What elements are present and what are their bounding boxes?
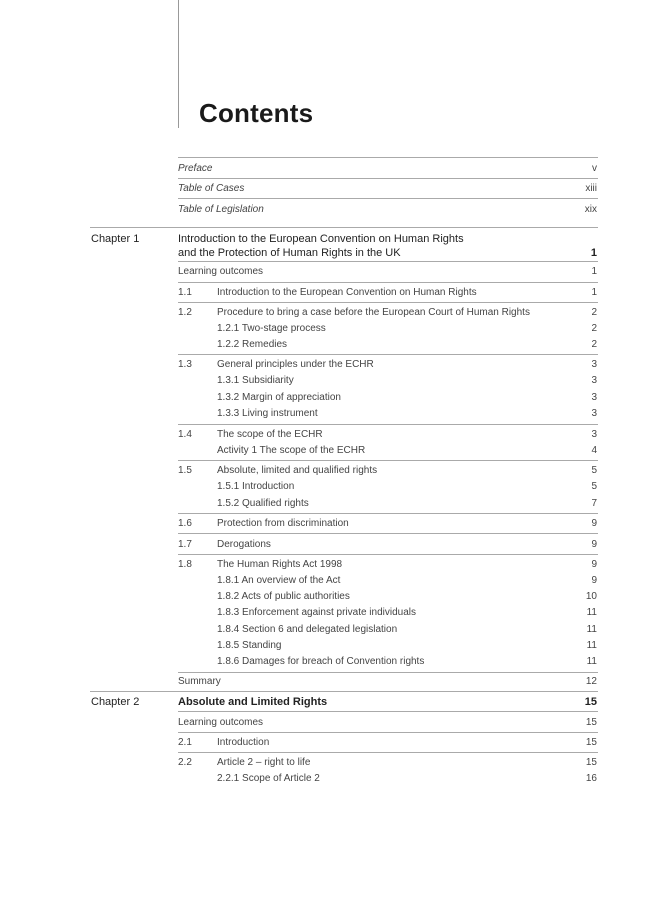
toc-entry-table-of-legislation[interactable] — [0, 202, 660, 218]
toc-entry-2-2[interactable] — [0, 755, 660, 771]
section-title: General principles under the ECHR — [217, 359, 374, 370]
entry-page: 12 — [585, 676, 597, 687]
section-number: 1.6 — [178, 518, 192, 529]
subsection-title: 1.5.1 Introduction — [217, 481, 295, 492]
chapter-1-page: 1 — [590, 247, 597, 259]
toc-entry-1-4-activity[interactable] — [0, 443, 660, 459]
divider — [178, 157, 598, 158]
toc-entry-1-1[interactable] — [0, 285, 660, 301]
toc-entry-1-5-1[interactable] — [0, 479, 660, 495]
entry-page: 9 — [591, 575, 597, 586]
entry-page: 5 — [591, 465, 597, 476]
subsection-title: 1.8.3 Enforcement against private individuals — [217, 607, 417, 618]
subsection-title: 1.2.2 Remedies — [217, 339, 288, 350]
toc-entry-2-2-1[interactable] — [0, 771, 660, 787]
entry-page: 15 — [585, 737, 597, 748]
divider — [178, 732, 598, 733]
subsection-title: 1.3.2 Margin of appreciation — [217, 392, 341, 403]
entry-page: 10 — [585, 591, 597, 602]
entry-page: 5 — [591, 481, 597, 492]
toc-entry-1-2-1[interactable] — [0, 321, 660, 337]
section-title: Protection from discrimination — [217, 518, 349, 529]
toc-entry-1-2[interactable] — [0, 305, 660, 321]
chapter-1-title-line2[interactable]: and the Protection of Human Rights in the UK — [178, 247, 401, 259]
entry-page: 9 — [591, 539, 597, 550]
subsection-title: 1.3.3 Living instrument — [217, 408, 318, 419]
toc-entry-summary[interactable] — [0, 674, 660, 690]
toc-entry-1-8-1[interactable] — [0, 573, 660, 589]
page-title: Contents — [199, 98, 314, 128]
toc-entry-1-3-1[interactable] — [0, 373, 660, 389]
toc-entry-1-8-2[interactable] — [0, 589, 660, 605]
section-title: Absolute, limited and qualified rights — [217, 465, 378, 476]
subsection-title: 1.8.6 Damages for breach of Convention rights — [217, 656, 425, 667]
divider — [178, 554, 598, 555]
entry-page: 16 — [585, 773, 597, 784]
entry-label: Summary — [178, 676, 221, 687]
entry-page: 3 — [591, 392, 597, 403]
section-number: 1.3 — [178, 359, 192, 370]
entry-label: Table of Legislation — [178, 204, 264, 215]
section-number: 1.5 — [178, 465, 192, 476]
toc-entry-learning-outcomes[interactable] — [0, 264, 660, 280]
chapter-2-page: 15 — [584, 696, 597, 708]
entry-page: 3 — [591, 429, 597, 440]
divider — [178, 672, 598, 673]
entry-label: Preface — [178, 163, 213, 174]
section-title: Article 2 – right to life — [217, 757, 311, 768]
entry-page: 2 — [591, 339, 597, 350]
toc-entry-1-6[interactable] — [0, 516, 660, 532]
toc-entry-preface[interactable] — [0, 161, 660, 177]
chapter-2-label: Chapter 2 — [91, 696, 140, 708]
section-title: Introduction to the European Convention on Human Rights — [217, 287, 477, 298]
entry-page: 15 — [585, 757, 597, 768]
section-number: 2.1 — [178, 737, 192, 748]
toc-entry-1-3[interactable] — [0, 357, 660, 373]
toc-entry-1-8-5[interactable] — [0, 638, 660, 654]
divider — [178, 302, 598, 303]
section-number: 1.1 — [178, 287, 192, 298]
entry-page: v — [592, 163, 597, 174]
chapter-2-title[interactable]: Absolute and Limited Rights — [178, 696, 328, 708]
section-number: 2.2 — [178, 757, 192, 768]
subsection-title: 1.5.2 Qualified rights — [217, 498, 309, 509]
section-title: The Human Rights Act 1998 — [217, 559, 343, 570]
subsection-title: 1.3.1 Subsidiarity — [217, 375, 294, 386]
toc-entry-1-8-3[interactable] — [0, 605, 660, 621]
entry-page: 11 — [586, 607, 597, 618]
divider — [178, 178, 598, 179]
section-title: The scope of the ECHR — [217, 429, 323, 440]
divider — [178, 424, 598, 425]
toc-entry-1-5[interactable] — [0, 463, 660, 479]
section-number: 1.2 — [178, 307, 192, 318]
entry-page: 9 — [591, 518, 597, 529]
divider — [178, 354, 598, 355]
section-number: 1.8 — [178, 559, 192, 570]
toc-entry-1-4[interactable] — [0, 427, 660, 443]
entry-page: 1 — [591, 287, 597, 298]
divider — [178, 752, 598, 753]
chapter-1-label: Chapter 1 — [91, 233, 140, 245]
entry-page: 2 — [591, 307, 597, 318]
divider — [178, 460, 598, 461]
entry-page: 4 — [591, 445, 597, 456]
chapter-divider — [90, 691, 598, 692]
entry-page: 11 — [586, 640, 597, 651]
vertical-rule — [178, 0, 179, 128]
divider — [178, 533, 598, 534]
toc-entry-1-5-2[interactable] — [0, 496, 660, 512]
toc-entry-1-8-4[interactable] — [0, 622, 660, 638]
subsection-title: 1.8.2 Acts of public authorities — [217, 591, 350, 602]
section-title: Derogations — [217, 539, 271, 550]
toc-entry-1-7[interactable] — [0, 537, 660, 553]
entry-page: 3 — [591, 408, 597, 419]
subsection-title: Activity 1 The scope of the ECHR — [217, 445, 366, 456]
subsection-title: 1.8.5 Standing — [217, 640, 282, 651]
entry-page: 11 — [586, 624, 597, 635]
divider — [178, 261, 598, 262]
toc-entry-1-3-3[interactable] — [0, 406, 660, 422]
entry-page: 15 — [585, 717, 597, 728]
toc-entry-learning-outcomes[interactable] — [0, 715, 660, 731]
entry-label: Learning outcomes — [178, 266, 264, 277]
toc-entry-1-3-2[interactable] — [0, 390, 660, 406]
divider — [178, 198, 598, 199]
toc-entry-1-8[interactable] — [0, 557, 660, 573]
entry-page: 2 — [591, 323, 597, 334]
subsection-title: 2.2.1 Scope of Article 2 — [217, 773, 320, 784]
entry-label: Table of Cases — [178, 183, 245, 194]
divider — [178, 711, 598, 712]
chapter-divider — [90, 227, 598, 228]
entry-page: 3 — [591, 375, 597, 386]
divider — [178, 282, 598, 283]
section-title: Introduction — [217, 737, 270, 748]
toc-entry-table-of-cases[interactable] — [0, 181, 660, 197]
entry-page: 3 — [591, 359, 597, 370]
section-title: Procedure to bring a case before the European Court of Human Rights — [217, 307, 530, 318]
chapter-1-title-line1[interactable]: Introduction to the European Convention on Human Rights — [178, 233, 464, 245]
subsection-title: 1.8.1 An overview of the Act — [217, 575, 341, 586]
section-number: 1.4 — [178, 429, 192, 440]
subsection-title: 1.8.4 Section 6 and delegated legislation — [217, 624, 398, 635]
entry-page: 11 — [586, 656, 597, 667]
toc-entry-1-2-2[interactable] — [0, 337, 660, 353]
entry-page: xiii — [585, 183, 597, 194]
entry-page: 1 — [591, 266, 597, 277]
toc-entry-1-8-6[interactable] — [0, 654, 660, 670]
entry-page: 7 — [591, 498, 597, 509]
entry-page: 9 — [591, 559, 597, 570]
entry-label: Learning outcomes — [178, 717, 264, 728]
divider — [178, 513, 598, 514]
section-number: 1.7 — [178, 539, 192, 550]
toc-entry-2-1[interactable] — [0, 735, 660, 751]
entry-page: xix — [584, 204, 597, 215]
subsection-title: 1.2.1 Two-stage process — [217, 323, 326, 334]
